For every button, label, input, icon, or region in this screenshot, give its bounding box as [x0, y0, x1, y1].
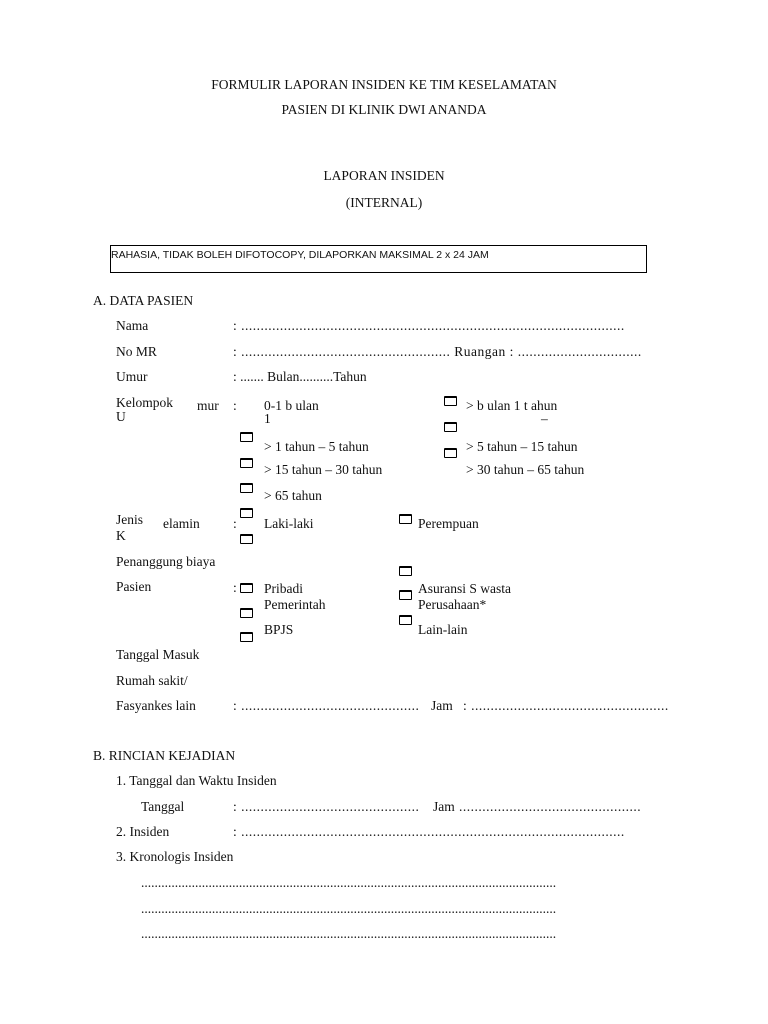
tanggal-masuk-label: Tanggal Masuk	[116, 647, 200, 662]
kelompok-colon: :	[233, 398, 237, 413]
pasien-label: Pasien	[116, 579, 152, 594]
confidential-notice: RAHASIA, TIDAK BOLEH DIFOTOCOPY, DILAPORKAN MAKSIMAL 2 x 24 JAM	[111, 249, 489, 261]
kelompok-label-b: U	[116, 409, 126, 424]
age-checkbox-7[interactable]	[240, 483, 253, 493]
section-b-heading: B. RINCIAN KEJADIAN	[93, 748, 236, 763]
nomr-ruangan-field[interactable]: : ...................................................... Ruangan : ................................	[233, 344, 642, 359]
kronologis-line-3[interactable]: ...........................................................................................................................	[141, 926, 557, 941]
age-option-0-1-a: 0-1 b ulan	[264, 398, 319, 413]
nomr-label: No MR	[116, 344, 157, 359]
umur-label: Umur	[116, 369, 148, 384]
nama-label: Nama	[116, 318, 149, 333]
age-option-1-b: –	[541, 411, 548, 426]
age-option-5-15: > 5 tahun – 15 tahun	[466, 439, 578, 454]
report-title: LAPORAN INSIDEN	[323, 168, 445, 183]
payer-checkbox-bpjs[interactable]	[240, 632, 253, 642]
form-title-line2: PASIEN DI KLINIK DWI ANANDA	[281, 102, 487, 117]
jam-insiden-field[interactable]: ...............................................	[459, 799, 642, 814]
umur-field[interactable]: : ....... Bulan..........Tahun	[233, 369, 367, 384]
form-title-line1: FORMULIR LAPORAN INSIDEN KE TIM KESELAMATAN	[211, 77, 557, 92]
tanggal-masuk-field[interactable]: : ..............................................	[233, 698, 420, 713]
payer-checkbox-lain[interactable]	[399, 615, 412, 625]
tanggal-insiden-label: Tanggal	[141, 799, 185, 814]
tanggal-insiden-field[interactable]: : ..............................................	[233, 799, 420, 814]
kelompok-label-c: mur	[197, 398, 219, 413]
age-checkbox-2[interactable]	[444, 396, 457, 406]
fasyankes-label: Fasyankes lain	[116, 698, 196, 713]
nama-field[interactable]: : ...................................................................................................	[233, 318, 625, 333]
age-checkbox-5[interactable]	[240, 458, 253, 468]
age-option-0-1-b: 1	[264, 411, 271, 426]
jam-masuk-field[interactable]: : ...................................................	[463, 698, 669, 713]
item-1-label: 1. Tanggal dan Waktu Insiden	[116, 773, 277, 788]
insiden-field[interactable]: : ...................................................................................................	[233, 824, 625, 839]
penanggung-label: Penanggung biaya	[116, 554, 216, 569]
age-option-1-5: > 1 tahun – 5 tahun	[264, 439, 369, 454]
payer-perusahaan-label: Perusahaan*	[418, 597, 487, 612]
payer-asuransi-label: Asuransi S wasta	[418, 581, 511, 596]
age-checkbox-2b[interactable]	[444, 422, 457, 432]
age-checkbox-3[interactable]	[240, 432, 253, 442]
payer-checkbox-pribadi[interactable]	[240, 583, 253, 593]
kronologis-line-2[interactable]: ...........................................................................................................................	[141, 901, 557, 916]
item-3-label: 3. Kronologis Insiden	[116, 849, 234, 864]
age-option-65: > 65 tahun	[264, 488, 322, 503]
payer-lain-label: Lain-lain	[418, 622, 468, 637]
item-2-label: 2. Insiden	[116, 824, 170, 839]
payer-checkbox-asuransi[interactable]	[399, 566, 412, 576]
jenis-label-a: Jenis	[116, 512, 143, 527]
rumah-sakit-label: Rumah sakit/	[116, 673, 188, 688]
payer-checkbox-perusahaan[interactable]	[399, 590, 412, 600]
payer-bpjs-label: BPJS	[264, 622, 294, 637]
kronologis-line-1[interactable]: ...........................................................................................................................	[141, 875, 557, 890]
payer-checkbox-pemerintah[interactable]	[240, 608, 253, 618]
payer-pemerintah-label: Pemerintah	[264, 597, 326, 612]
jenis-label-c: elamin	[163, 516, 200, 531]
payer-pribadi-label: Pribadi	[264, 581, 303, 596]
gender-checkbox-male-top[interactable]	[240, 508, 253, 518]
gender-checkbox-male[interactable]	[240, 534, 253, 544]
jam-masuk-label: Jam	[431, 698, 453, 713]
jam-insiden-label: Jam	[433, 799, 455, 814]
age-checkbox-4[interactable]	[444, 448, 457, 458]
section-a-heading: A. DATA PASIEN	[93, 293, 194, 308]
age-option-15-30: > 15 tahun – 30 tahun	[264, 462, 383, 477]
jenis-colon: :	[233, 516, 237, 531]
report-subtitle: (INTERNAL)	[345, 195, 423, 210]
kelompok-label-a: Kelompok	[116, 395, 173, 410]
age-option-30-65: > 30 tahun – 65 tahun	[466, 462, 585, 477]
gender-checkbox-female[interactable]	[399, 514, 412, 524]
age-option-1-a: > b ulan 1 t ahun	[466, 398, 558, 413]
pasien-colon: :	[233, 580, 237, 595]
jenis-label-b: K	[116, 528, 126, 543]
gender-male-label: Laki-laki	[264, 516, 314, 531]
gender-female-label: Perempuan	[418, 516, 479, 531]
